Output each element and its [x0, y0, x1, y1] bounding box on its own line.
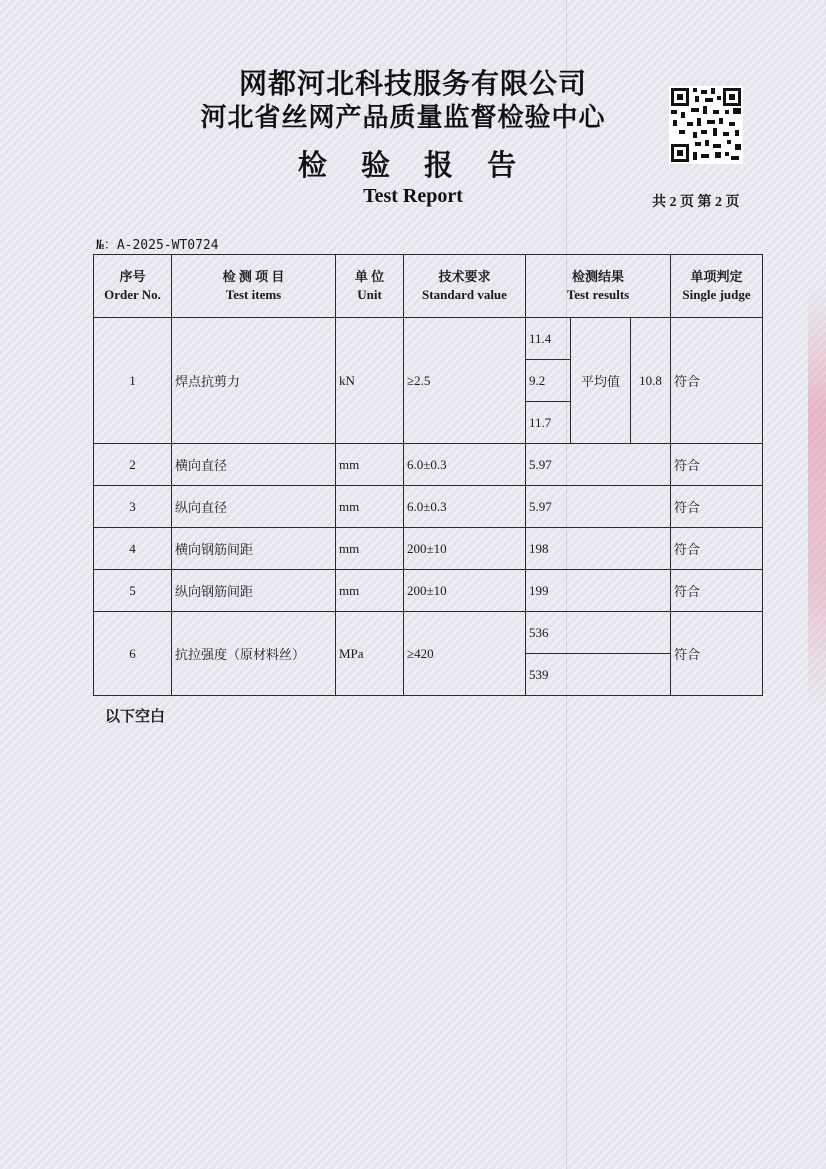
report-title-cn: 检 验 报 告	[297, 148, 529, 182]
cell-standard: 6.0±0.3	[404, 444, 526, 486]
seal-stamp-edge	[808, 290, 826, 710]
cell-order: 6	[94, 612, 172, 696]
blank-below-note: 以下空白	[105, 707, 166, 725]
header-item: 检 测 项 目 Test items	[172, 255, 336, 318]
table-row	[94, 486, 763, 528]
cell-standard: ≥2.5	[404, 318, 526, 444]
cell-unit: mm	[336, 528, 404, 570]
table-row	[94, 570, 763, 612]
cell-unit: mm	[336, 444, 404, 486]
table-row	[94, 318, 763, 360]
table-header-row	[94, 255, 763, 318]
qr-code-icon	[669, 86, 743, 164]
header-judge: 单项判定 Single judge	[671, 255, 763, 318]
cell-item: 横向钢筋间距	[172, 528, 336, 570]
cell-item: 横向直径	[172, 444, 336, 486]
cell-unit: kN	[336, 318, 404, 444]
cell-item: 纵向直径	[172, 486, 336, 528]
table-row	[94, 444, 763, 486]
cell-result: 539	[526, 654, 671, 696]
cell-result: 5.97	[526, 486, 671, 528]
cell-order: 3	[94, 486, 172, 528]
results-table	[93, 254, 763, 696]
cell-result: 5.97	[526, 444, 671, 486]
header-unit: 单 位 Unit	[336, 255, 404, 318]
cell-unit: mm	[336, 570, 404, 612]
report-title-en: Test Report	[363, 185, 463, 207]
cell-result: 536	[526, 612, 671, 654]
cell-item: 焊点抗剪力	[172, 318, 336, 444]
cell-unit: MPa	[336, 612, 404, 696]
header-order: 序号 Order No.	[94, 255, 172, 318]
center-name: 河北省丝网产品质量监督检验中心	[200, 103, 606, 133]
cell-item: 纵向钢筋间距	[172, 570, 336, 612]
cell-result: 11.7	[526, 402, 571, 444]
cell-order: 4	[94, 528, 172, 570]
table-row	[94, 612, 763, 654]
cell-judge: 符合	[671, 570, 763, 612]
cell-standard: 200±10	[404, 570, 526, 612]
report-number: №：A-2025-WT0724	[96, 238, 219, 253]
cell-order: 1	[94, 318, 172, 444]
cell-standard: 200±10	[404, 528, 526, 570]
cell-average-value: 10.8	[631, 318, 671, 444]
table-row	[94, 528, 763, 570]
page-count: 共 2 页 第 2 页	[652, 195, 740, 210]
header-results: 检测结果 Test results	[526, 255, 671, 318]
cell-result: 11.4	[526, 318, 571, 360]
cell-average-label: 平均值	[571, 318, 631, 444]
cell-standard: 6.0±0.3	[404, 486, 526, 528]
company-name: 网都河北科技服务有限公司	[238, 67, 587, 100]
cell-unit: mm	[336, 486, 404, 528]
cell-judge: 符合	[671, 318, 763, 444]
cell-judge: 符合	[671, 528, 763, 570]
cell-judge: 符合	[671, 612, 763, 696]
cell-judge: 符合	[671, 486, 763, 528]
header-standard: 技术要求 Standard value	[404, 255, 526, 318]
cell-result: 9.2	[526, 360, 571, 402]
cell-order: 5	[94, 570, 172, 612]
cell-item: 抗拉强度（原材料丝）	[172, 612, 336, 696]
cell-result: 198	[526, 528, 671, 570]
cell-judge: 符合	[671, 444, 763, 486]
cell-standard: ≥420	[404, 612, 526, 696]
cell-order: 2	[94, 444, 172, 486]
cell-result: 199	[526, 570, 671, 612]
